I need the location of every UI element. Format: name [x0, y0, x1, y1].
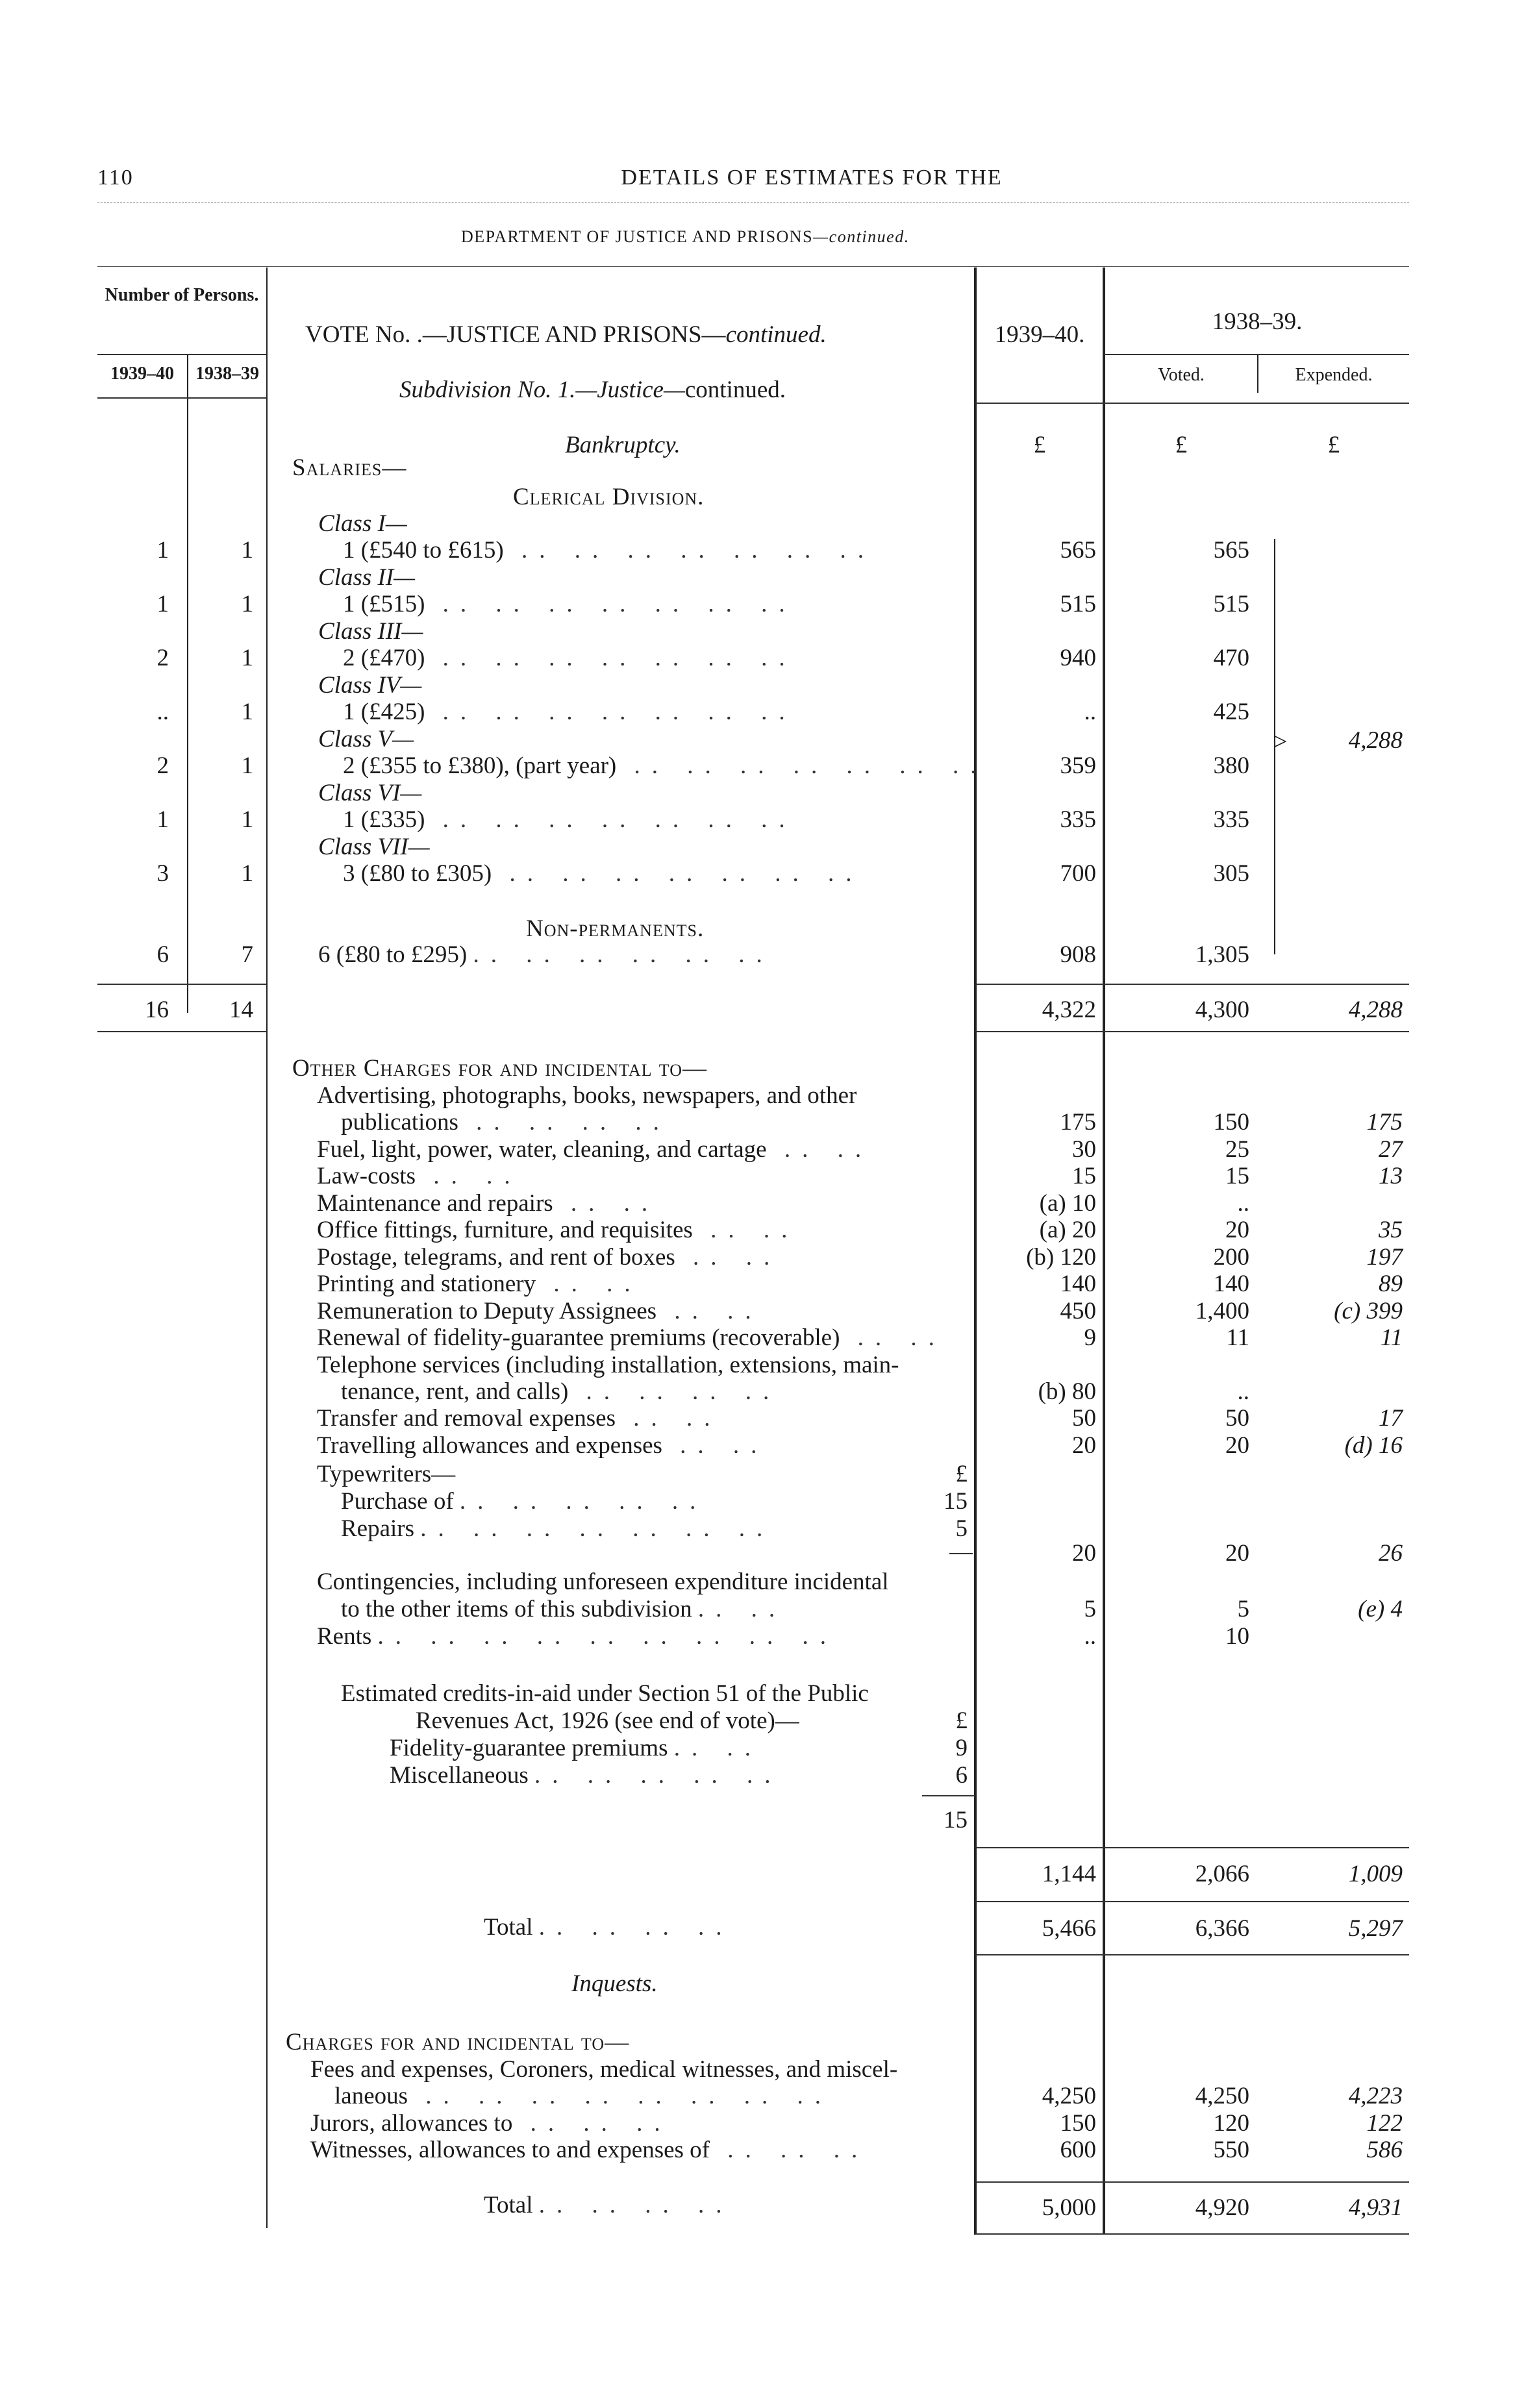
- inquest-desc: Witnesses, allowances to and expenses of .. .. ..: [310, 2137, 869, 2163]
- class-voted: 335: [1213, 806, 1249, 833]
- other-charge-desc: Postage, telegrams, and rent of boxes .. ..: [317, 1243, 782, 1271]
- typewriters-repairs-amount: 5: [955, 1515, 968, 1542]
- class-voted: 470: [1213, 645, 1249, 671]
- class-desc: 2 (£355 to £380), (part year) .. .. .. .. .. .. ..: [343, 752, 988, 779]
- other-total-expended: 1,009: [1348, 1861, 1403, 1887]
- other-charge-1939: (a) 10: [1039, 1189, 1096, 1217]
- other-charge-voted: ..: [1237, 1378, 1249, 1405]
- other-charge-desc: Remuneration to Deputy Assignees .. ..: [317, 1297, 763, 1324]
- other-charge-expended: 175: [1366, 1109, 1403, 1136]
- class-persons-1939: 1: [156, 591, 169, 617]
- other-charge-1939: 450: [1060, 1297, 1096, 1324]
- other-charge-expended: (c) 399: [1334, 1297, 1403, 1324]
- inquest-expended: 4,223: [1348, 2083, 1403, 2109]
- credits-total: 15: [944, 1807, 968, 1833]
- other-charge-1939: 15: [1072, 1163, 1096, 1189]
- other-charge-desc-2: publications .. .. .. ..: [341, 1109, 671, 1136]
- inquests-heading: Inquests.: [571, 1970, 658, 1997]
- other-charge-1939: (b) 80: [1038, 1378, 1096, 1405]
- credits-misc: Miscellaneous .. .. .. .. ..: [390, 1762, 782, 1789]
- other-charge-desc-2: tenance, rent, and calls) .. .. .. ..: [341, 1378, 781, 1405]
- bankruptcy-total-1939: 5,466: [1042, 1915, 1096, 1942]
- other-charge-voted: 150: [1213, 1109, 1249, 1136]
- bankruptcy-total-expended: 5,297: [1348, 1915, 1403, 1942]
- inquests-total-1939: 5,000: [1042, 2194, 1096, 2221]
- class-desc: 1 (£335) .. .. .. .. .. .. ..: [343, 806, 797, 833]
- inquest-voted: 4,250: [1195, 2083, 1249, 2109]
- class-voted: 305: [1213, 860, 1249, 887]
- other-charge-desc: Maintenance and repairs .. ..: [317, 1189, 660, 1217]
- persons-1939-heading: 1939–40: [110, 364, 174, 384]
- other-charge-voted: 15: [1225, 1163, 1249, 1189]
- other-charge-desc: Printing and stationery .. ..: [317, 1271, 642, 1297]
- brace-point: >: [1274, 728, 1288, 754]
- other-total-1939: 1,144: [1042, 1861, 1096, 1887]
- class-desc: 1 (£425) .. .. .. .. .. .. ..: [343, 699, 797, 725]
- class-label: Class III—: [318, 618, 423, 645]
- bankruptcy-total-voted: 6,366: [1195, 1915, 1249, 1942]
- other-charge-1939: 140: [1060, 1271, 1096, 1297]
- year-1938-heading: 1938–39.: [1212, 308, 1303, 335]
- nonperm-persons-1939: 6: [156, 941, 169, 968]
- class-1939: ..: [1084, 699, 1096, 725]
- class-voted: 425: [1213, 699, 1249, 725]
- expended-heading: Expended.: [1295, 365, 1373, 385]
- class-persons-1939: ..: [156, 699, 169, 725]
- other-charge-expended: 197: [1366, 1243, 1403, 1271]
- other-charge-voted: 20: [1225, 1432, 1249, 1459]
- subdivision-title: Subdivision No. 1.—Justice—continued.: [399, 377, 786, 403]
- salaries-heading: Salaries—: [292, 454, 407, 481]
- class-persons-1938: 1: [241, 860, 253, 887]
- class-1939: 940: [1060, 645, 1096, 671]
- class-1939: 515: [1060, 591, 1096, 617]
- salaries-total-persons-1939: 16: [145, 997, 169, 1023]
- typewriters-voted: 20: [1225, 1540, 1249, 1567]
- typewriters-repairs: Repairs .. .. .. .. .. .. ..: [341, 1515, 775, 1542]
- credits-misc-amount: 6: [955, 1762, 968, 1789]
- other-charge-expended: 35: [1379, 1217, 1403, 1243]
- rents-voted: 10: [1225, 1623, 1249, 1650]
- year-1939-heading: 1939–40.: [994, 321, 1085, 348]
- currency-voted: £: [1175, 432, 1188, 458]
- vote-title: VOTE No. .—JUSTICE AND PRISONS—continued.: [305, 321, 827, 348]
- other-total-voted: 2,066: [1195, 1861, 1249, 1887]
- class-desc: 3 (£80 to £305) .. .. .. .. .. .. ..: [343, 860, 864, 887]
- other-charge-expended: 27: [1379, 1136, 1403, 1163]
- class-label: Class VI—: [318, 780, 422, 806]
- inquest-desc: Jurors, allowances to .. .. ..: [310, 2109, 672, 2137]
- other-charge-1939: (b) 120: [1026, 1243, 1096, 1271]
- other-charge-voted: ..: [1237, 1189, 1249, 1217]
- other-charge-voted: 25: [1225, 1136, 1249, 1163]
- class-label: Class II—: [318, 564, 416, 591]
- salaries-total-persons-1938: 14: [229, 997, 253, 1023]
- other-charge-desc: Advertising, photographs, books, newspapers, and other: [317, 1082, 857, 1109]
- other-charge-1939: 50: [1072, 1405, 1096, 1432]
- credits-pound: £: [955, 1707, 968, 1734]
- salaries-total-voted: 4,300: [1195, 997, 1249, 1023]
- class-1939: 335: [1060, 806, 1096, 833]
- other-charge-1939: 30: [1072, 1136, 1096, 1163]
- contingencies-desc-2: to the other items of this subdivision .. ..: [341, 1596, 787, 1622]
- class-voted: 515: [1213, 591, 1249, 617]
- inquests-total-voted: 4,920: [1195, 2194, 1249, 2221]
- inquest-voted: 550: [1213, 2137, 1249, 2163]
- inquests-total-label: Total .. .. .. ..: [484, 2192, 734, 2218]
- inquest-expended: 122: [1366, 2109, 1403, 2137]
- other-charge-desc: Telephone services (including installation, extensions, main-: [317, 1351, 899, 1378]
- other-charge-desc: Transfer and removal expenses .. ..: [317, 1405, 722, 1432]
- inquest-desc-2: laneous .. .. .. .. .. .. .. ..: [334, 2083, 833, 2109]
- other-charge-voted: 140: [1213, 1271, 1249, 1297]
- nonperm-1939: 908: [1060, 941, 1096, 968]
- class-persons-1939: 1: [156, 537, 169, 564]
- class-1939: 700: [1060, 860, 1096, 887]
- other-charge-desc: Law-costs .. ..: [317, 1163, 522, 1189]
- salaries-total-1939: 4,322: [1042, 997, 1096, 1023]
- class-desc: 2 (£470) .. .. .. .. .. .. ..: [343, 645, 797, 671]
- nonperm-heading: Non-permanents.: [526, 915, 705, 942]
- section-title: DEPARTMENT OF JUSTICE AND PRISONS—continued.: [461, 227, 910, 246]
- other-charge-expended: 11: [1380, 1324, 1403, 1351]
- class-label: Class VII—: [318, 834, 430, 860]
- rents-1939: ..: [1084, 1623, 1096, 1650]
- class-persons-1938: 1: [241, 752, 253, 779]
- inquest-desc: Fees and expenses, Coroners, medical witnesses, and miscel-: [310, 2056, 898, 2083]
- page-number: 110: [97, 166, 134, 190]
- other-charge-desc: Renewal of fidelity-guarantee premiums (recoverable) .. ..: [317, 1324, 946, 1351]
- contingencies-voted: 5: [1237, 1596, 1249, 1622]
- inquest-expended: 586: [1366, 2137, 1403, 2163]
- salaries-expended: 4,288: [1348, 727, 1403, 754]
- class-1939: 565: [1060, 537, 1096, 564]
- inquest-voted: 120: [1213, 2109, 1249, 2137]
- other-charge-1939: 20: [1072, 1432, 1096, 1459]
- class-persons-1938: 1: [241, 645, 253, 671]
- currency-1939: £: [1033, 432, 1046, 458]
- currency-expended: £: [1327, 432, 1340, 458]
- persons-1938-heading: 1938–39: [195, 364, 259, 384]
- credits-line-2: Revenues Act, 1926 (see end of vote)—: [416, 1707, 799, 1734]
- other-charge-voted: 1,400: [1195, 1297, 1249, 1324]
- class-persons-1938: 1: [241, 699, 253, 725]
- contingencies-expended: (e) 4: [1358, 1596, 1403, 1622]
- inquest-1939: 4,250: [1042, 2083, 1096, 2109]
- bankruptcy-heading: Bankruptcy.: [565, 432, 681, 458]
- other-charge-1939: 9: [1084, 1324, 1096, 1351]
- other-charge-expended: 17: [1379, 1405, 1403, 1432]
- other-charge-voted: 50: [1225, 1405, 1249, 1432]
- class-persons-1938: 1: [241, 591, 253, 617]
- salaries-total-expended: 4,288: [1348, 997, 1403, 1023]
- typewriters-purchase-amount: 15: [944, 1488, 968, 1515]
- class-1939: 359: [1060, 752, 1096, 779]
- rents-desc: Rents .. .. .. .. .. .. .. .. ..: [317, 1623, 838, 1650]
- bankruptcy-total-label: Total .. .. .. ..: [484, 1914, 734, 1941]
- class-persons-1939: 2: [156, 645, 169, 671]
- other-charge-1939: (a) 20: [1039, 1217, 1096, 1243]
- running-title: DETAILS OF ESTIMATES FOR THE: [621, 166, 1003, 190]
- typewriters-pound: £: [955, 1461, 968, 1487]
- credits-fidelity-amount: 9: [955, 1735, 968, 1761]
- class-persons-1938: 1: [241, 806, 253, 833]
- credits-line-1: Estimated credits-in-aid under Section 51 of the Public: [341, 1680, 869, 1707]
- inquests-charges-heading: Charges for and incidental to—: [286, 2029, 630, 2055]
- inquest-1939: 150: [1060, 2109, 1096, 2137]
- other-charge-desc: Office fittings, furniture, and requisites .. ..: [317, 1217, 799, 1243]
- contingencies-desc: Contingencies, including unforeseen expenditure incidental: [317, 1569, 889, 1595]
- typewriters-1939: 20: [1072, 1540, 1096, 1567]
- nonperm-persons-1938: 7: [241, 941, 253, 968]
- other-charges-heading: Other Charges for and incidental to—: [292, 1055, 707, 1082]
- clerical-heading: Clerical Division.: [513, 484, 705, 510]
- typewriters-heading: Typewriters—: [317, 1461, 456, 1487]
- class-label: Class V—: [318, 726, 414, 752]
- class-voted: 565: [1213, 537, 1249, 564]
- class-label: Class I—: [318, 510, 407, 537]
- other-charge-expended: 13: [1379, 1163, 1403, 1189]
- class-desc: 1 (£540 to £615) .. .. .. .. .. .. ..: [343, 537, 875, 564]
- other-charge-voted: 200: [1213, 1243, 1249, 1271]
- contingencies-1939: 5: [1084, 1596, 1096, 1622]
- class-voted: 380: [1213, 752, 1249, 779]
- nonperm-voted: 1,305: [1195, 941, 1249, 968]
- voted-heading: Voted.: [1158, 365, 1205, 385]
- nonperm-desc: 6 (£80 to £295) .. .. .. .. .. ..: [318, 941, 774, 968]
- typewriters-purchase: Purchase of .. .. .. .. ..: [341, 1488, 708, 1515]
- persons-heading: Number of Persons.: [105, 285, 259, 305]
- class-persons-1938: 1: [241, 537, 253, 564]
- other-charge-expended: 89: [1379, 1271, 1403, 1297]
- class-persons-1939: 1: [156, 806, 169, 833]
- other-charge-desc: Travelling allowances and expenses .. ..: [317, 1432, 769, 1459]
- class-desc: 1 (£515) .. .. .. .. .. .. ..: [343, 591, 797, 617]
- other-charge-expended: (d) 16: [1344, 1432, 1403, 1459]
- credits-fidelity: Fidelity-guarantee premiums .. ..: [390, 1735, 762, 1761]
- other-charge-1939: 175: [1060, 1109, 1096, 1136]
- typewriters-expended: 26: [1379, 1540, 1403, 1567]
- class-persons-1939: 2: [156, 752, 169, 779]
- other-charge-voted: 20: [1225, 1217, 1249, 1243]
- inquests-total-expended: 4,931: [1348, 2194, 1403, 2221]
- other-charge-voted: 11: [1226, 1324, 1249, 1351]
- inquest-1939: 600: [1060, 2137, 1096, 2163]
- other-charge-desc: Fuel, light, power, water, cleaning, and cartage .. ..: [317, 1136, 873, 1163]
- class-label: Class IV—: [318, 672, 422, 699]
- class-persons-1939: 3: [156, 860, 169, 887]
